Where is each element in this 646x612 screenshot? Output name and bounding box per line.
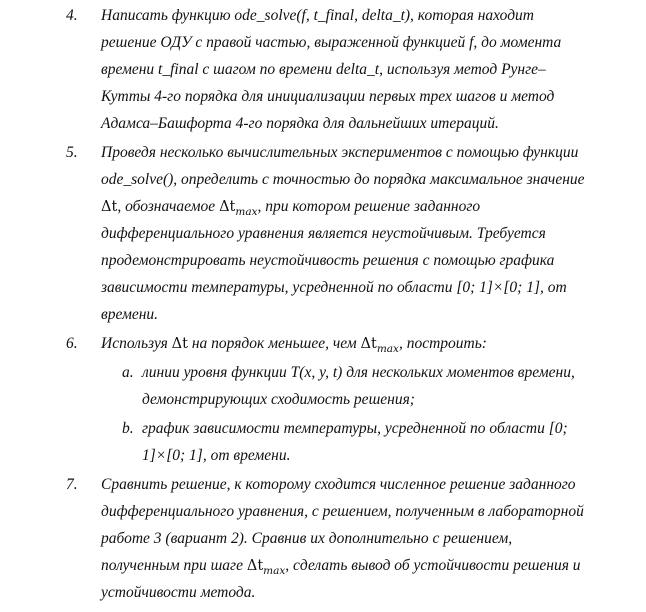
text-run: времени t_final с шагом по времени delta_t, используя метод Рунге– — [101, 61, 546, 78]
text-run: , обозначаемое — [117, 198, 220, 215]
text-run: полученным при шаге — [101, 557, 247, 574]
list-item-marker: b. — [122, 420, 134, 437]
list-item-line — [101, 335, 487, 358]
math-symbol: Δt — [360, 336, 377, 352]
math-subscript: max — [376, 343, 399, 355]
text-run: решение ОДУ с правой частью, выраженной функцией f, до момента — [101, 34, 562, 51]
text-run: Используя — [101, 335, 172, 352]
list-item-line — [101, 252, 554, 270]
text-run: график зависимости температуры, усредненной по области [0; — [142, 420, 568, 437]
text-run: устойчивости метода. — [101, 584, 256, 601]
list-item-line — [142, 391, 415, 409]
math-symbol: Δt — [219, 199, 236, 215]
list-item-line — [101, 530, 512, 548]
list-item-line — [101, 584, 255, 602]
list-item-line — [101, 34, 561, 52]
text-run: , сделать вывод об устойчивости решения и — [285, 557, 581, 574]
list-item-line — [101, 88, 554, 106]
list-item-marker: 5. — [66, 144, 78, 161]
math-subscript: max — [235, 206, 258, 218]
list-item-line — [101, 144, 578, 162]
text-run: 1]×[0; 1], от времени. — [142, 447, 291, 464]
text-run: Адамса–Башфорта 4-го порядка для дальнейших итераций. — [101, 115, 499, 132]
list-item-line — [101, 557, 581, 580]
list-item-line — [101, 61, 546, 79]
text-run: дифференциального уравнения является неустойчивым. Требуется — [101, 225, 546, 242]
text-run: Кутты 4-го порядка для инициализации первых трех шагов и метод — [101, 88, 555, 105]
math-symbol: Δt — [101, 199, 118, 215]
list-item-line — [101, 503, 584, 521]
text-run: ode_solve(), определить с точностью до порядка максимальное значение — [101, 171, 585, 188]
list-item-line — [101, 476, 576, 494]
list-item-line — [101, 7, 534, 25]
list-item-line — [142, 364, 575, 382]
math-symbol: Δt — [171, 336, 188, 352]
text-run: Написать функцию ode_solve(f, t_final, delta_t), которая находит — [101, 7, 534, 24]
list-item-marker: 7. — [66, 476, 78, 493]
list-item-line — [101, 306, 158, 324]
list-item-marker: 6. — [66, 335, 78, 352]
list-item-line — [101, 279, 567, 297]
text-run: Сравнить решение, к которому сходится численное решение заданного — [101, 476, 576, 493]
text-run: Проведя несколько вычислительных экспериментов с помощью функции — [101, 144, 579, 161]
text-run: зависимости температуры, усредненной по области [0; 1]×[0; 1], от — [101, 279, 567, 296]
text-run: , построить: — [398, 335, 487, 352]
text-run: дифференциального уравнения, с решением, полученным в лабораторной — [101, 503, 584, 520]
math-subscript: max — [263, 565, 286, 577]
list-item-marker: a. — [122, 364, 134, 381]
text-run: на порядок меньшее, чем — [187, 335, 361, 352]
list-item-marker: 4. — [66, 7, 78, 24]
text-run: продемонстрировать неустойчивость решения с помощью графика — [101, 252, 555, 269]
list-item-line — [142, 420, 568, 438]
text-run: времени. — [101, 306, 159, 323]
list-item-line — [101, 171, 585, 189]
text-run: демонстрирующих сходимость решения; — [142, 391, 415, 408]
math-symbol: Δt — [246, 558, 264, 574]
list-item-line — [101, 115, 499, 133]
list-item-line — [142, 447, 290, 465]
text-run: линии уровня функции T(x, y, t) для нескольких моментов времени, — [142, 364, 575, 381]
text-run: работе 3 (вариант 2). Сравнив их дополнительно с решением, — [101, 530, 513, 547]
list-item-line — [101, 225, 546, 243]
text-run: , при котором решение заданного — [257, 198, 481, 215]
list-item-line — [101, 198, 480, 221]
